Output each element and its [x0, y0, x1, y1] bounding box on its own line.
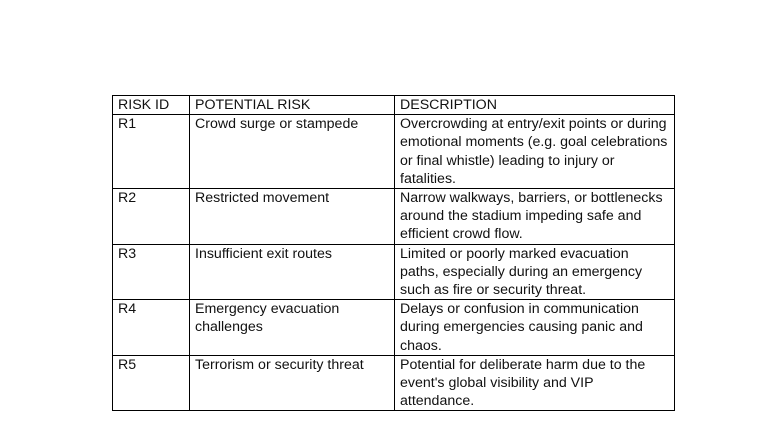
cell-risk-id: R4	[113, 300, 190, 356]
header-risk-id: RISK ID	[113, 96, 190, 115]
cell-risk-id: R3	[113, 244, 190, 300]
risk-table	[112, 95, 675, 411]
cell-risk-id: R1	[113, 115, 190, 189]
cell-description: Narrow walkways, barriers, or bottlenecks around the stadium impeding safe and efficient crowd flow.	[395, 189, 675, 245]
cell-description: Delays or confusion in communication during emergencies causing panic and chaos.	[395, 300, 675, 356]
cell-potential-risk: Insufficient exit routes	[190, 244, 395, 300]
cell-potential-risk: Terrorism or security threat	[190, 355, 395, 411]
cell-risk-id: R5	[113, 355, 190, 411]
table-row	[113, 115, 675, 189]
table-row	[113, 300, 675, 356]
cell-potential-risk: Emergency evacuation challenges	[190, 300, 395, 356]
cell-description: Limited or poorly marked evacuation paths, especially during an emergency such as fire or security threat.	[395, 244, 675, 300]
cell-description: Overcrowding at entry/exit points or during emotional moments (e.g. goal celebrations or final whistle) leading to injury or fatalities.	[395, 115, 675, 189]
header-potential-risk: POTENTIAL RISK	[190, 96, 395, 115]
header-description: DESCRIPTION	[395, 96, 675, 115]
table-row	[113, 244, 675, 300]
table-row	[113, 189, 675, 245]
table-row	[113, 355, 675, 411]
table-header-row	[113, 96, 675, 115]
cell-potential-risk: Crowd surge or stampede	[190, 115, 395, 189]
cell-risk-id: R2	[113, 189, 190, 245]
cell-potential-risk: Restricted movement	[190, 189, 395, 245]
cell-description: Potential for deliberate harm due to the event's global visibility and VIP attendance.	[395, 355, 675, 411]
